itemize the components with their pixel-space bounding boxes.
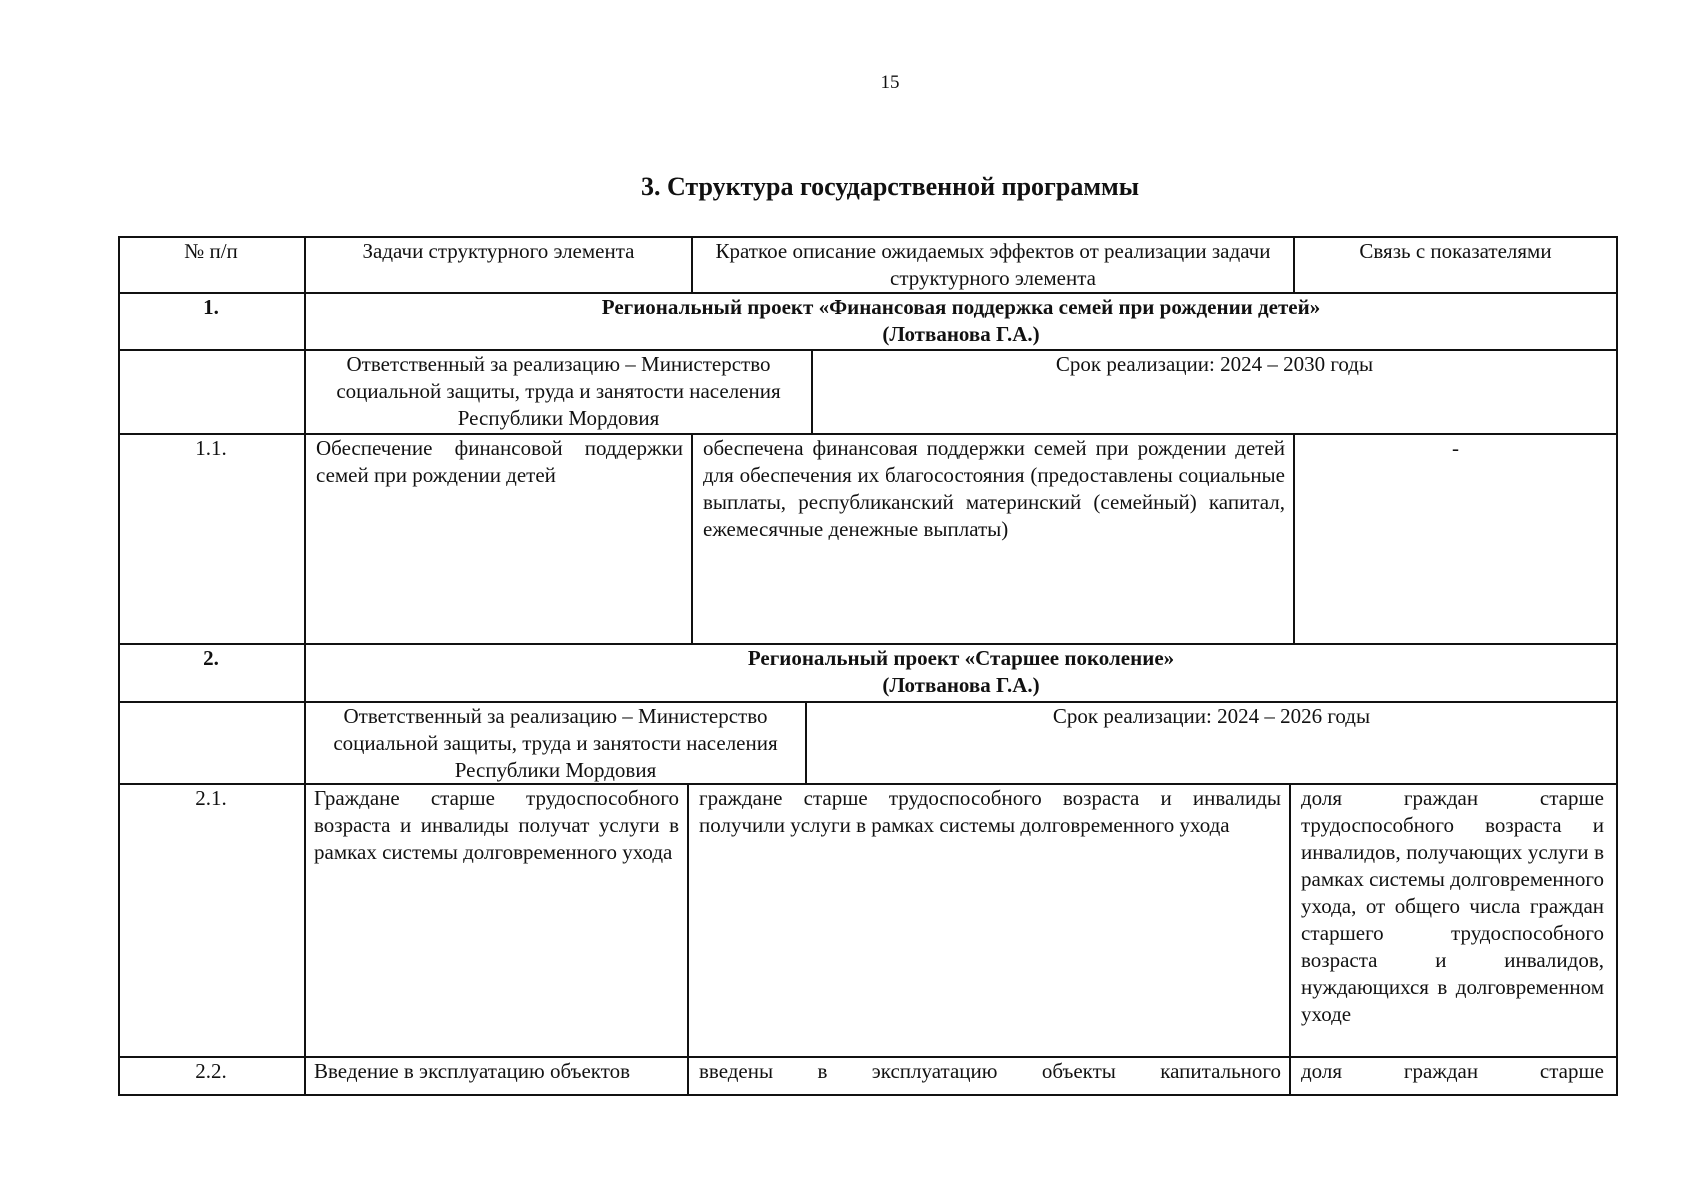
section-project-title (306, 645, 1616, 699)
responsible-text: Ответственный за реализацию – Министерство социальной защиты, труда и занятости населения Республики Мордовия (336, 352, 781, 430)
row-number: 1.1. (195, 436, 227, 460)
effect-text: обеспечена финансовая поддержки семей при рождении детей для обеспечения их благосостояния (предоставлены социальные выплаты, республиканский материнский (семейный) капитал, ежемесячные денежные выплаты) (703, 436, 1285, 541)
section-number: 2. (203, 646, 219, 670)
header-indicators: Связь с показателями (1359, 239, 1552, 263)
task-text: Введение в эксплуатацию объектов (314, 1059, 631, 1083)
project-curator: (Лотванова Г.А.) (882, 673, 1040, 697)
structure-table (118, 236, 1618, 1096)
effect-text: введены в эксплуатацию объекты капитального (699, 1059, 1281, 1083)
term-text: Срок реализации: 2024 – 2030 годы (1055, 352, 1374, 376)
header-effects: Краткое описание ожидаемых эффектов от реализации задачи структурного элемента (715, 239, 1271, 290)
project-curator: (Лотванова Г.А.) (882, 322, 1040, 346)
header-tasks: Задачи структурного элемента (362, 239, 635, 263)
effect-text: граждане старше трудоспособного возраста и инвалиды получили услуги в рамках системы долговременного ухода (699, 786, 1281, 837)
row-number: 2.2. (195, 1059, 227, 1083)
page-number: 15 (880, 72, 900, 93)
indicator-text: - (1452, 436, 1459, 460)
row-number: 2.1. (195, 786, 227, 810)
header-number: № п/п (184, 239, 238, 263)
task-text: Обеспечение финансовой поддержки семей при рождении детей (316, 436, 683, 487)
page-title: 3. Структура государственной программы (640, 172, 1140, 201)
table-border-bottom (118, 1094, 1618, 1096)
section-project-title (306, 294, 1616, 348)
indicator-text: доля граждан старше трудоспособного возраста и инвалидов, получающих услуги в рамках системы долговременного ухода, от общего числа граждан старшего трудоспособного возраста и инвалидов, нуждающихся в долговременном уходе (1301, 786, 1604, 1026)
indicator-text: доля граждан старше (1301, 1059, 1604, 1083)
responsible-text: Ответственный за реализацию – Министерство социальной защиты, труда и занятости населения Республики Мордовия (333, 704, 778, 782)
section-number: 1. (203, 295, 219, 319)
term-text: Срок реализации: 2024 – 2026 годы (1052, 704, 1371, 728)
table-rule (1293, 433, 1295, 644)
project-name: Региональный проект «Финансовая поддержка семей при рождении детей» (601, 295, 1321, 319)
task-text: Граждане старше трудоспособного возраста и инвалиды получат услуги в рамках системы долговременного ухода (314, 786, 679, 864)
table-border-right (1616, 236, 1618, 1096)
project-name: Региональный проект «Старшее поколение» (747, 646, 1175, 670)
